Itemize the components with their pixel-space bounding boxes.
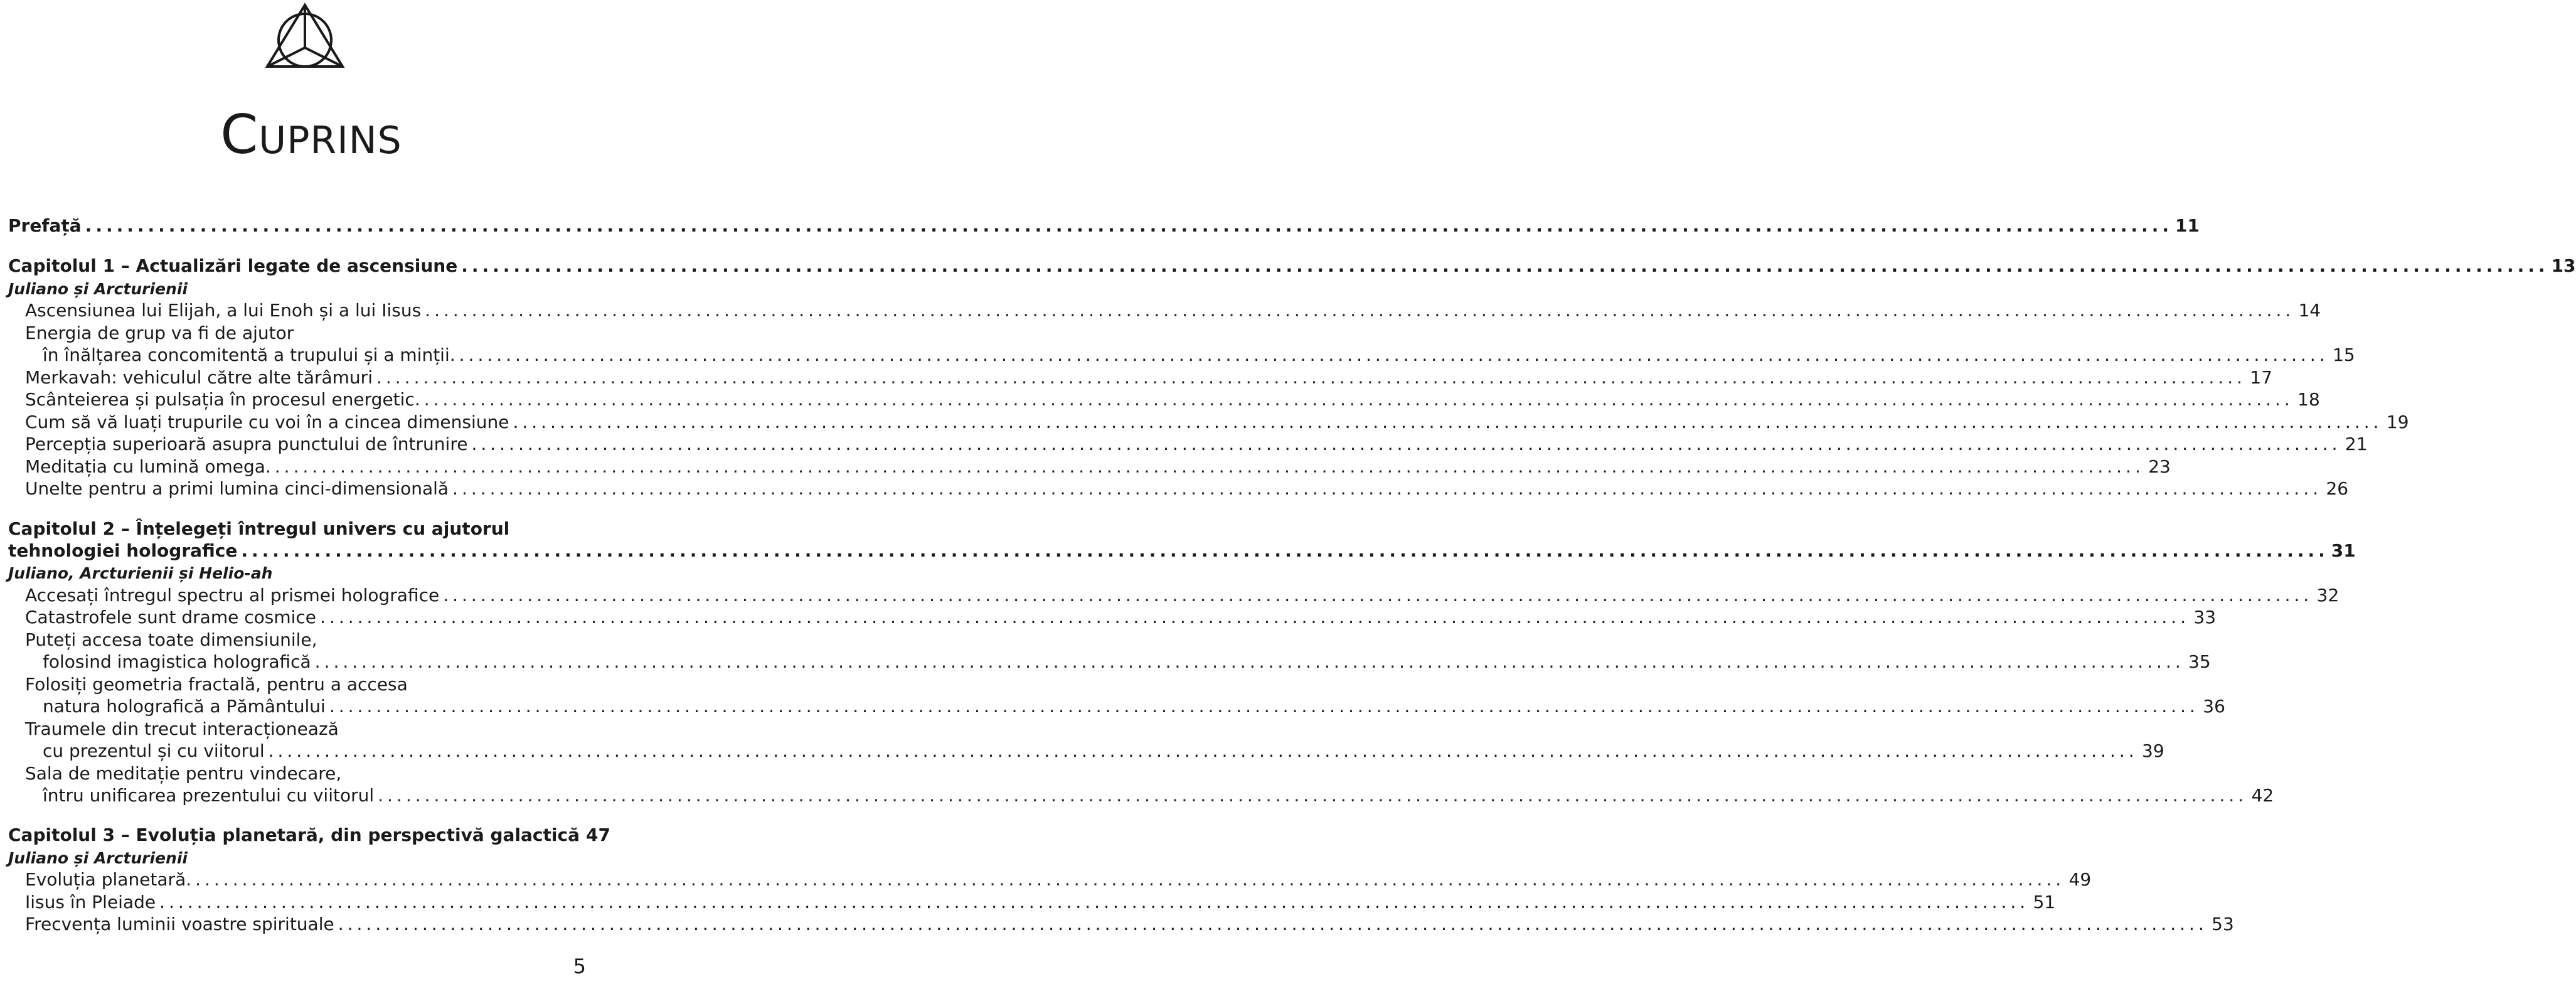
dot-leader: ........................................................................................................................................................................................................ bbox=[320, 607, 2190, 628]
toc-title: natura holografică a Pământului bbox=[43, 696, 326, 717]
toc-page: 47 bbox=[586, 825, 610, 845]
dot-leader: ........................................................................................................................................................................................................ bbox=[461, 255, 2549, 276]
toc-title: Cum să vă luați trupurile cu voi în a cincea dimensiune bbox=[25, 412, 509, 432]
dot-leader: ........................................................................................................................................................................................................ bbox=[195, 869, 2065, 890]
toc-page: 11 bbox=[2175, 215, 2200, 236]
page-title bbox=[0, 104, 622, 168]
toc-row[interactable] bbox=[25, 606, 2217, 629]
chapter1-authors: Juliano și Arcturienii bbox=[8, 280, 188, 298]
toc-row-preface[interactable] bbox=[8, 215, 2200, 237]
dot-leader: ........................................................................................................................................................................................................ bbox=[338, 914, 2208, 934]
toc-title: tehnologiei holografice bbox=[8, 540, 238, 561]
toc-title: Energia de grup va fi de ajutor bbox=[25, 323, 294, 343]
toc-page: 53 bbox=[2211, 914, 2234, 934]
toc-page: 39 bbox=[2142, 740, 2164, 761]
toc-row[interactable] bbox=[43, 695, 2225, 718]
toc-page: 14 bbox=[2298, 300, 2321, 321]
toc-page: 32 bbox=[2316, 585, 2339, 606]
toc-page: 33 bbox=[2193, 607, 2217, 628]
toc-row-line1[interactable] bbox=[25, 762, 601, 785]
dot-leader: ........................................................................................................................................................................................................ bbox=[459, 344, 2329, 365]
toc-row[interactable] bbox=[25, 891, 2056, 914]
toc-title: Accesați întregul spectru al prismei holografice bbox=[25, 585, 440, 606]
toc-title: Folosiți geometria fractală, pentru a accesa bbox=[25, 674, 408, 695]
toc-row[interactable] bbox=[25, 913, 2234, 936]
toc-title: Unelte pentru a primi lumina cinci-dimensională bbox=[25, 478, 449, 499]
toc-page: 23 bbox=[2148, 456, 2171, 477]
dot-leader: ........................................................................................................................................................................................................ bbox=[471, 434, 2341, 454]
toc-title: Percepția superioară asupra punctului de întrunire bbox=[25, 434, 468, 454]
toc-page: 26 bbox=[2326, 478, 2349, 499]
toc-row[interactable] bbox=[25, 411, 2409, 434]
toc-row[interactable] bbox=[25, 299, 2321, 322]
toc-title: Iisus în Pleiade bbox=[25, 892, 156, 912]
toc-page: 18 bbox=[2297, 389, 2320, 410]
toc-row-line1[interactable] bbox=[25, 629, 601, 651]
toc-row-line1[interactable] bbox=[25, 673, 601, 696]
toc-row-chapter1[interactable] bbox=[8, 255, 2576, 277]
toc-title: Scânteierea și pulsația în procesul energetic. bbox=[25, 389, 420, 410]
chapter3-authors: Juliano și Arcturienii bbox=[8, 849, 188, 867]
toc-page: 17 bbox=[2250, 367, 2273, 388]
toc-title: Frecvența luminii voastre spirituale bbox=[25, 914, 334, 934]
dot-leader: ........................................................................................................................................................................................................ bbox=[159, 892, 2030, 912]
toc-row[interactable] bbox=[25, 433, 2368, 456]
toc-title: Catastrofele sunt drame cosmice bbox=[25, 607, 317, 628]
toc-page: 15 bbox=[2333, 344, 2355, 365]
toc-page: 13 bbox=[2551, 255, 2576, 276]
toc-title: Capitolul 1 – Actualizări legate de ascensiune bbox=[8, 255, 458, 276]
toc-page: 36 bbox=[2203, 696, 2225, 717]
toc-title: folosind imagistica holografică bbox=[43, 651, 311, 672]
toc-title: Meditația cu lumină omega. bbox=[25, 456, 271, 477]
toc-row[interactable] bbox=[43, 740, 2164, 762]
dot-leader: ........................................................................................................................................................................................................ bbox=[329, 696, 2199, 717]
toc-title: Traumele din trecut interacționează bbox=[25, 718, 339, 739]
toc-page: 31 bbox=[2331, 540, 2356, 561]
toc-title: Sala de meditație pentru vindecare, bbox=[25, 763, 342, 784]
dot-leader: ........................................................................................................................................................................................................ bbox=[423, 389, 2294, 410]
dot-leader: ........................................................................................................................................................................................................ bbox=[425, 300, 2295, 321]
toc-title: Puteți accesa toate dimensiunile, bbox=[25, 629, 317, 650]
dot-leader: ........................................................................................................................................................................................................ bbox=[314, 651, 2185, 672]
toc-title: Evoluția planetară. bbox=[25, 869, 192, 890]
toc-title: Capitolul 3 – Evoluția planetară, din perspectivă galactică bbox=[8, 825, 580, 845]
toc-title: Ascensiunea lui Elijah, a lui Enoh și a lui Iisus bbox=[25, 300, 422, 321]
toc-page: 51 bbox=[2033, 892, 2056, 912]
dot-leader: ........................................................................................................................................................................................................ bbox=[268, 740, 2138, 761]
toc-page: 49 bbox=[2068, 869, 2092, 890]
toc-page: 21 bbox=[2344, 434, 2368, 454]
toc-row[interactable] bbox=[43, 784, 2274, 807]
dot-leader: ........................................................................................................................................................................................................ bbox=[85, 215, 2173, 236]
dot-leader: ........................................................................................................................................................................................................ bbox=[241, 540, 2329, 561]
toc-row[interactable] bbox=[25, 366, 2273, 389]
title-rest: UPRINS bbox=[258, 119, 402, 163]
toc-row[interactable] bbox=[25, 584, 2339, 607]
toc-row-chapter3[interactable] bbox=[8, 824, 610, 846]
page-number: 5 bbox=[573, 954, 586, 978]
toc-row-chapter2-line1[interactable] bbox=[8, 518, 601, 540]
toc-page: 19 bbox=[2386, 412, 2409, 432]
toc-title: întru unificarea prezentului cu viitorul bbox=[43, 785, 375, 806]
dot-leader: ........................................................................................................................................................................................................ bbox=[378, 785, 2248, 806]
title-initial: C bbox=[220, 104, 259, 167]
toc-title: Prefață bbox=[8, 215, 82, 236]
toc-row-chapter2[interactable] bbox=[8, 540, 2356, 562]
toc-title: Capitolul 2 – Înțelegeți întregul univers cu ajutorul bbox=[8, 518, 510, 539]
toc-row[interactable] bbox=[43, 651, 2211, 673]
chapter2-authors: Juliano, Arcturienii și Helio-ah bbox=[8, 564, 273, 582]
toc-row-line1[interactable] bbox=[25, 718, 601, 740]
toc-row[interactable] bbox=[25, 456, 2171, 478]
toc-row[interactable] bbox=[25, 868, 2092, 891]
toc-row-line1[interactable] bbox=[25, 322, 601, 344]
toc-page: 35 bbox=[2188, 651, 2211, 672]
toc-title: cu prezentul și cu viitorul bbox=[43, 740, 265, 761]
dot-leader: ........................................................................................................................................................................................................ bbox=[452, 478, 2323, 499]
toc-row[interactable] bbox=[43, 344, 2355, 366]
dot-leader: ........................................................................................................................................................................................................ bbox=[443, 585, 2313, 606]
toc-page: 42 bbox=[2251, 785, 2274, 806]
toc-row[interactable] bbox=[25, 388, 2320, 411]
toc-title: Merkavah: vehiculul către alte tărâmuri bbox=[25, 367, 373, 388]
dot-leader: ........................................................................................................................................................................................................ bbox=[274, 456, 2144, 477]
toc-title: în înălțarea concomitentă a trupului și a minții. bbox=[43, 344, 455, 365]
dot-leader: ........................................................................................................................................................................................................ bbox=[513, 412, 2383, 432]
triangle-circle-logo bbox=[263, 3, 346, 69]
dot-leader: ........................................................................................................................................................................................................ bbox=[376, 367, 2247, 388]
toc-row[interactable] bbox=[25, 478, 2349, 500]
